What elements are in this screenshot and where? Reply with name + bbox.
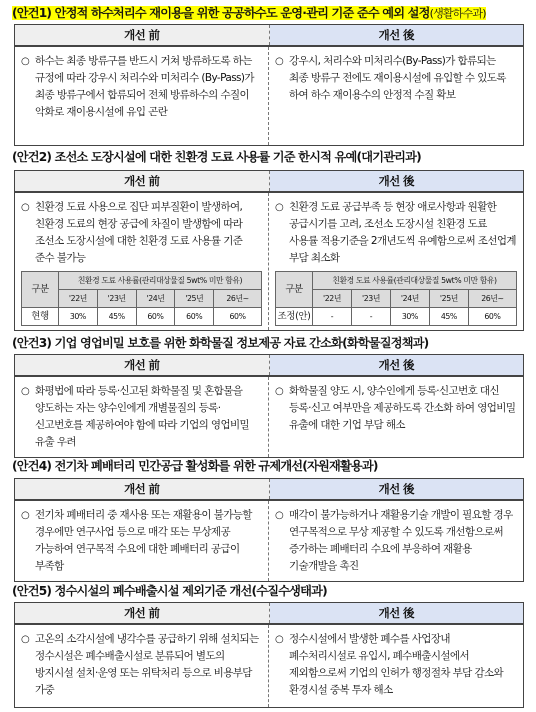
section1-before-header: 개선 前 xyxy=(15,25,270,45)
section2-header xyxy=(15,171,523,193)
section3-title xyxy=(12,335,428,351)
section2-after-text: 친환경 도료 공급부족 등 현장 애로사항과 원활한 공급시기를 고려, 조선소 도장시설 친환경 도료 사용률 적용기준을 2개년도씩 유예함으로써 조선업계 부담 최소화 xyxy=(289,201,516,264)
section5-title-dept: (수질수생태과) xyxy=(251,584,327,598)
section2-title-dept: (대기관리과) xyxy=(356,150,421,164)
section2-table xyxy=(14,170,524,331)
section4-body xyxy=(15,501,523,581)
rate-table-cell: 60% xyxy=(136,308,175,326)
section1-before-text: 하수는 최종 방류구를 반드시 거쳐 방류하도록 하는 규정에 따라 강우시 처리수와 미처리수 (By-Pass)가 최종 방류구에서 합류되어 전체 방류하수의 수질이 악화로 재이용시설에 유입 곤란 xyxy=(35,55,254,118)
section1-body xyxy=(15,47,523,145)
rate-table-year: '22년 xyxy=(59,290,98,308)
section2-before-cell xyxy=(15,193,269,330)
bullet-icon: ○ xyxy=(21,56,30,67)
section3-before-cell xyxy=(15,377,269,457)
section5-title-text: (안건5) 정수시설의 폐수배출시설 제외기준 개선 xyxy=(12,584,252,598)
rate-table-cell: 45% xyxy=(429,308,468,326)
rate-table-year: '23년 xyxy=(351,290,390,308)
section5-before-header: 개선 前 xyxy=(15,603,270,623)
section3-table xyxy=(14,354,524,458)
section1-header xyxy=(15,25,523,47)
rate-table-year: '24년 xyxy=(390,290,429,308)
rate-table-group-label: 구분 xyxy=(22,272,59,308)
section5-before-text: 고온의 소각시설에 냉각수를 공급하기 위해 설치되는 정수시설은 폐수배출시설로 분류되어 별도의 방지시설 설치·운영 또는 위탁처리 등으로 비용부담 가중 xyxy=(35,633,259,696)
rate-table-row-label: 조정(안) xyxy=(276,308,313,326)
section1-after-cell xyxy=(269,47,523,145)
section1-after-header: 개선 後 xyxy=(270,25,524,45)
section2-title-text: (안건2) 조선소 도장시설에 대한 친환경 도료 사용률 기준 한시적 유예 xyxy=(12,150,357,164)
rate-table-cell: 60% xyxy=(214,308,262,326)
bullet-icon: ○ xyxy=(275,56,284,67)
rate-table-row-label: 현행 xyxy=(22,308,59,326)
rate-table-year: '25년 xyxy=(175,290,214,308)
section2-before-rate-table xyxy=(21,271,262,326)
section5-title xyxy=(12,583,327,599)
section4-after-cell xyxy=(269,501,523,581)
rate-table-year: '23년 xyxy=(97,290,136,308)
section3-title-text: (안건3) 기업 영업비밀 보호를 위한 화학물질 정보제공 자료 간소화 xyxy=(12,336,343,350)
section5-header xyxy=(15,603,523,625)
section3-body xyxy=(15,377,523,457)
bullet-icon: ○ xyxy=(21,510,30,521)
section3-before-header: 개선 前 xyxy=(15,355,270,375)
section1-after-text: 강우시, 처리수와 미처리수(By-Pass)가 합류되는 최종 방류구 전에도 재이용시설에 유입할 수 있도록 하여 하수 재이용수의 안정적 수질 확보 xyxy=(289,55,506,101)
bullet-icon: ○ xyxy=(275,634,284,645)
section4-before-header: 개선 前 xyxy=(15,479,270,499)
section2-before-text: 친환경 도료 사용으로 집단 피부질환이 발생하여, 친환경 도료의 현장 공급에 차질이 발생함에 따라 조선소 도장시설에 대한 친환경 도료 사용률 기준 준수 불가능 xyxy=(35,201,243,264)
section2-after-header: 개선 後 xyxy=(270,171,524,191)
section1-title-dept: (생활하수과) xyxy=(429,7,486,20)
rate-table-cell: 60% xyxy=(468,308,516,326)
section4-after-text: 매각이 불가능하거나 재활용기술 개발이 필요할 경우 연구목적으로 무상 제공할 수 있도록 개선함으로써 증가하는 폐배터리 수요에 부응하여 재활용 기술개발을 촉진 xyxy=(289,509,513,572)
section4-before-text: 전기차 폐배터리 중 재사용 또는 재활용이 불가능할 경우에만 연구사업 등으로 매각 또는 무상제공 가능하여 연구목적 수요에 대한 폐배터리 공급이 부족함 xyxy=(35,509,252,572)
section5-after-text: 정수시설에서 발생한 폐수를 사업장내 폐수처리시설로 유입시, 폐수배출시설에서 제외함으로써 기업의 인허가 행정절차 부담 감소와 환경시설 중복 투자 해소 xyxy=(289,633,504,696)
rate-table-year: '24년 xyxy=(136,290,175,308)
section4-after-header: 개선 後 xyxy=(270,479,524,499)
section4-table xyxy=(14,478,524,582)
rate-table-year: '22년 xyxy=(313,290,352,308)
section5-before-cell xyxy=(15,625,269,707)
rate-table-year: 26년~ xyxy=(468,290,516,308)
section1-before-cell xyxy=(15,47,269,145)
section2-after-cell xyxy=(269,193,523,330)
bullet-icon: ○ xyxy=(21,386,30,397)
rate-table-header: 친환경 도료 사용률(관리대상물질 5wt% 미만 함유) xyxy=(313,272,517,290)
section5-body xyxy=(15,625,523,707)
section4-title-dept: (자원재활용과) xyxy=(302,459,378,473)
bullet-icon: ○ xyxy=(21,202,30,213)
rate-table-cell: - xyxy=(313,308,352,326)
rate-table-year: 26년~ xyxy=(214,290,262,308)
rate-table-cell: 30% xyxy=(59,308,98,326)
section3-header xyxy=(15,355,523,377)
section3-title-dept: (화학물질정책과) xyxy=(342,336,429,350)
section2-before-header: 개선 前 xyxy=(15,171,270,191)
bullet-icon: ○ xyxy=(275,510,284,521)
section1-table xyxy=(14,24,524,146)
rate-table-cell: - xyxy=(351,308,390,326)
section2-after-rate-table xyxy=(275,271,517,326)
section4-before-cell xyxy=(15,501,269,581)
rate-table-header: 친환경 도료 사용률(관리대상물질 5wt% 미만 함유) xyxy=(59,272,262,290)
bullet-icon: ○ xyxy=(275,386,284,397)
section5-table xyxy=(14,602,524,708)
section3-after-cell xyxy=(269,377,523,457)
rate-table-cell: 60% xyxy=(175,308,214,326)
section5-after-header: 개선 後 xyxy=(270,603,524,623)
section5-after-cell xyxy=(269,625,523,707)
rate-table-cell: 45% xyxy=(97,308,136,326)
bullet-icon: ○ xyxy=(275,202,284,213)
section2-title xyxy=(12,149,421,165)
rate-table-year: '25년 xyxy=(429,290,468,308)
section1-title xyxy=(12,5,486,22)
section2-body xyxy=(15,193,523,330)
bullet-icon: ○ xyxy=(21,634,30,645)
section3-after-header: 개선 後 xyxy=(270,355,524,375)
rate-table-cell: 30% xyxy=(390,308,429,326)
section3-before-text: 화평법에 따라 등록·신고된 화학물질 및 혼합물을 양도하는 자는 양수인에게 개별물질의 등록·신고번호를 제공하여야 함에 따라 기업의 영업비밀 유출 우려 xyxy=(35,385,250,448)
section4-title-text: (안건4) 전기차 폐배터리 민간공급 활성화를 위한 규제개선 xyxy=(12,459,303,473)
section4-title xyxy=(12,458,378,474)
rate-table-group-label: 구분 xyxy=(276,272,313,308)
section4-header xyxy=(15,479,523,501)
section3-after-text: 화학물질 양도 시, 양수인에게 등록·신고번호 대신 등록·신고 여부만을 제공하도록 간소화 하여 영업비밀 유출에 대한 기업 부담 해소 xyxy=(289,385,516,431)
section1-title-text: (안건1) 안정적 하수처리수 재이용을 위한 공공하수도 운영·관리 기준 준수 예외 설정 xyxy=(12,6,430,20)
